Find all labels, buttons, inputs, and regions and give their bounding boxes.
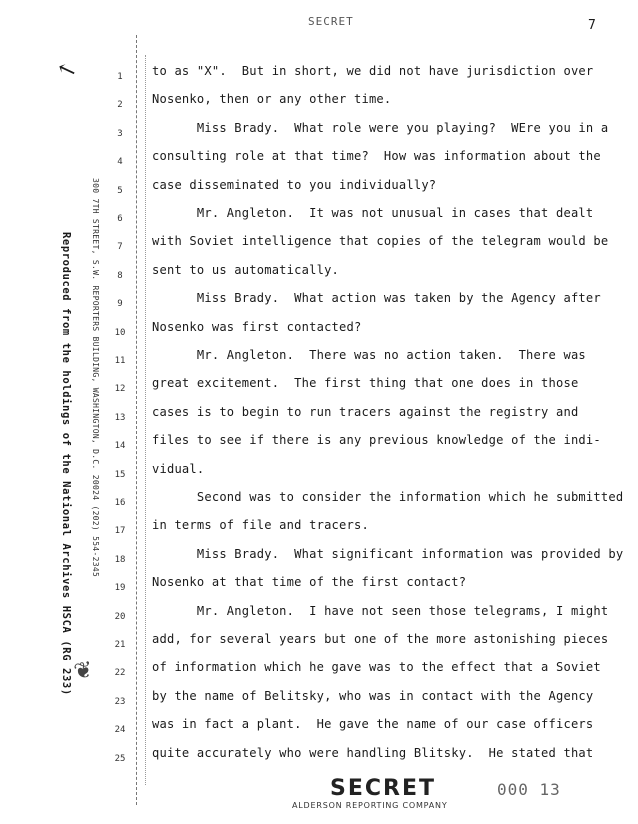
transcript-line: with Soviet intelligence that copies of the telegram would be (152, 234, 609, 249)
line-number: 22 (114, 668, 126, 679)
transcript-line: quite accurately who were handling Blitsky. He stated that (152, 745, 594, 760)
page-number: 7 (588, 18, 596, 33)
transcript-line: great excitement. The first thing that one does in those (152, 376, 579, 391)
transcript-line: was in fact a plant. He gave the name of our case officers (152, 717, 594, 732)
line-number: 20 (114, 611, 126, 622)
line-number: 24 (114, 725, 126, 736)
transcript-line: sent to us automatically. (152, 262, 340, 277)
line-number: 18 (114, 554, 126, 565)
line-number: 6 (117, 214, 123, 224)
line-number: 8 (117, 270, 123, 281)
left-margin-rule-inner (145, 55, 146, 785)
line-number: 12 (114, 384, 126, 395)
transcript-line: by the name of Belitsky, who was in contact with the Agency (152, 688, 594, 703)
reporting-company-name: ALDERSON REPORTING COMPANY (292, 801, 448, 810)
line-number: 13 (114, 412, 126, 423)
archives-reproduction-note: Reproduced from the holdings of the National Archives HSCA (RG 233) (60, 232, 72, 696)
transcript-line: Mr. Angleton. There was no action taken. There was (152, 348, 586, 362)
transcript-line: Nosenko at that time of the first contact? (152, 575, 467, 590)
archive-stamp-icon: ❦ (71, 650, 94, 687)
line-number: 4 (117, 157, 123, 168)
line-number: 3 (117, 128, 123, 139)
transcript-line: Miss Brady. What significant information was provided by (152, 546, 624, 561)
line-number: 17 (114, 526, 126, 537)
corner-handwritten-mark: ↖ (54, 55, 81, 86)
transcript-line: case disseminated to you individually? (152, 177, 437, 192)
line-number: 25 (114, 753, 126, 764)
transcript-line: of information which he gave was to the effect that a Soviet (152, 660, 601, 675)
transcript-line: Nosenko was first contacted? (152, 319, 362, 334)
line-number: 15 (114, 469, 126, 480)
transcript-line: in terms of file and tracers. (152, 518, 369, 533)
transcript-line: vidual. (152, 461, 205, 476)
transcript-line: add, for several years but one of the more astonishing pieces (152, 632, 609, 646)
transcript-line: cases is to begin to run tracers against the registry and (152, 404, 579, 419)
line-number: 14 (114, 441, 126, 452)
line-number: 11 (114, 356, 126, 366)
transcript-line: Mr. Angleton. It was not unusual in cases that dealt (152, 206, 594, 220)
reporters-address-note: 300 7TH STREET, S.W. REPORTERS BUILDING, WASHINGTON, D.C. 20024 (202) 554-2345 (91, 178, 100, 578)
line-number: 19 (114, 583, 126, 594)
line-number: 7 (117, 242, 123, 253)
transcript-line: Second was to consider the information which he submitted (152, 490, 624, 504)
line-number: 23 (114, 696, 126, 707)
transcript-line: Miss Brady. What role were you playing? WEre you in a (152, 120, 609, 135)
line-number: 1 (117, 72, 123, 82)
line-number: 2 (117, 100, 123, 111)
left-margin-rule (136, 35, 137, 805)
transcript-line: consulting role at that time? How was information about the (152, 149, 601, 164)
line-number: 9 (117, 299, 123, 310)
line-number: 5 (117, 185, 123, 196)
transcript-line: Nosenko, then or any other time. (152, 92, 392, 107)
line-number: 10 (114, 327, 126, 338)
transcript-line: Miss Brady. What action was taken by the Agency after (152, 291, 601, 306)
header-classification-mark: SECRET (308, 15, 354, 28)
transcript-line: to as "X". But in short, we did not have jurisdiction over (152, 64, 594, 78)
line-number: 21 (114, 640, 126, 650)
secret-stamp: SECRET (330, 776, 436, 801)
document-number: 000 13 (497, 780, 561, 799)
transcript-line: files to see if there is any previous knowledge of the indi- (152, 433, 601, 448)
transcript-line: Mr. Angleton. I have not seen those telegrams, I might (152, 603, 609, 618)
line-number: 16 (114, 498, 126, 508)
